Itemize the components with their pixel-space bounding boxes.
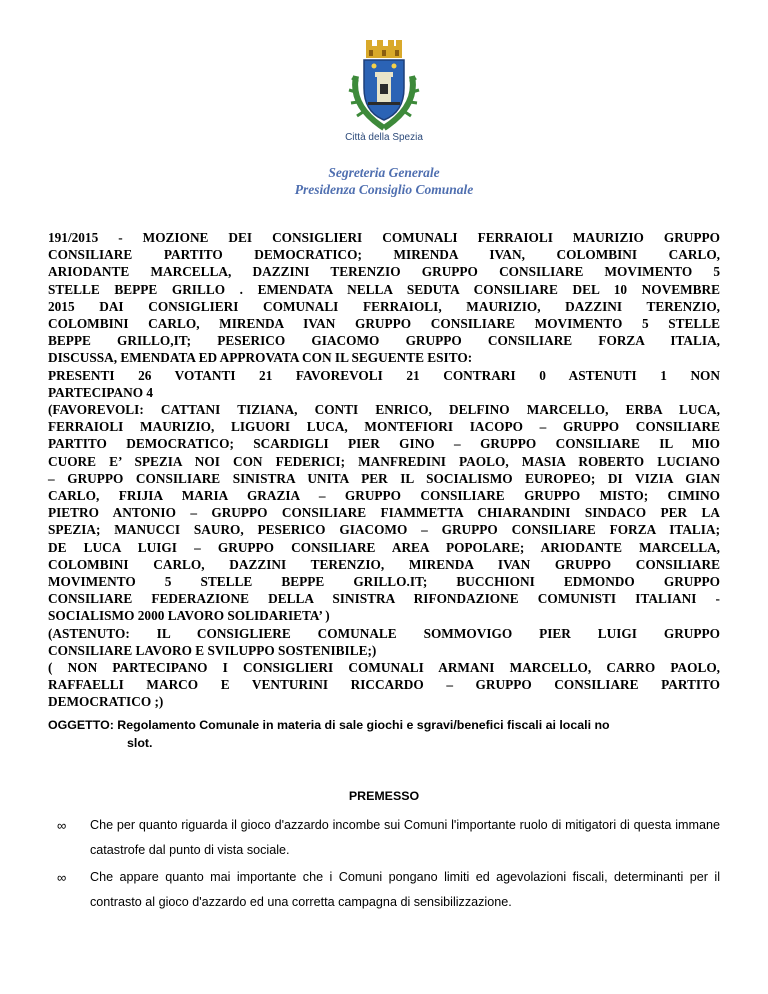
header-line-1: Segreteria Generale xyxy=(328,165,440,180)
motion-line: PIETRO ANTONIO – GRUPPO CONSILIARE FIAMMETTA CHIARANDINI SINDACO PER LA xyxy=(48,505,720,521)
premesso-item xyxy=(48,865,720,915)
motion-text xyxy=(48,229,720,711)
motion-line: SOCIALISMO 2000 LAVORO SOLIDARIETA’ ) xyxy=(48,608,330,624)
motion-line: – GRUPPO CONSILIARE SINISTRA UNITA PER IL SOCIALISMO EUROPEO; DI VIZIA GIAN xyxy=(48,470,720,486)
motion-line: 191/2015 - MOZIONE DEI CONSIGLIERI COMUNALI FERRAIOLI MAURIZIO GRUPPO xyxy=(48,230,720,245)
motion-line: PARTITO DEMOCRATICO; SCARDIGLI PIER GINO – GRUPPO CONSILIARE IL MIO xyxy=(48,436,720,452)
motion-line: (FAVOREVOLI: CATTANI TIZIANA, CONTI ENRICO, DELFINO MARCELLO, ERBA LUCA, xyxy=(48,402,720,418)
premesso-list xyxy=(48,813,720,917)
premesso-item xyxy=(48,813,720,863)
subject xyxy=(48,716,728,752)
motion-line: CONSILIARE PARTITO DEMOCRATICO; MIRENDA IVAN, COLOMBINI CARLO, xyxy=(48,247,720,263)
subject-line-2: slot. xyxy=(127,736,153,750)
motion-line: CONSILIARE FEDERAZIONE DELLA SINISTRA RIFONDAZIONE COMUNISTI ITALIANI - xyxy=(48,591,720,607)
premesso-title: PREMESSO xyxy=(348,789,420,803)
motion-line: CARLO, FRIJIA MARIA GRAZIA – GRUPPO CONSILIARE GRUPPO MISTO; CIMINO xyxy=(48,488,720,504)
motion-line: STELLE BEPPE GRILLO . EMENDATA NELLA SEDUTA CONSILIARE DEL 10 NOVEMBRE xyxy=(48,281,720,297)
motion-line: CUORE E’ SPEZIA NOI CON FEDERICI; MANFREDINI PAOLO, MASIA ROBERTO LUCIANO xyxy=(48,453,720,469)
infinity-bullet-icon: ∞ xyxy=(57,818,67,833)
subject-line-1: OGGETTO: Regolamento Comunale in materia di sale giochi e sgravi/benefici fiscali ai locali no xyxy=(48,718,610,732)
motion-line: FERRAIOLI MAURIZIO, LIGUORI LUCA, MONTEFIORI IACOPO – GRUPPO CONSILIARE xyxy=(48,419,720,435)
infinity-bullet-icon: ∞ xyxy=(57,870,67,885)
motion-line: RAFFAELLI MARCO E VENTURINI RICCARDO – GRUPPO CONSILIARE PARTITO xyxy=(48,677,720,693)
motion-line: COLOMBINI CARLO, MIRENDA IVAN GRUPPO CONSILIARE MOVIMENTO 5 STELLE xyxy=(48,316,720,332)
motion-line: DISCUSSA, EMENDATA ED APPROVATA CON IL SEGUENTE ESITO: xyxy=(48,350,473,366)
motion-line: 2015 DAI CONSIGLIERI COMUNALI FERRAIOLI, MAURIZIO, DAZZINI TERENZIO, xyxy=(48,298,720,314)
motion-line: PRESENTI 26 VOTANTI 21 FAVOREVOLI 21 CONTRARI 0 ASTENUTI 1 NON xyxy=(48,367,720,383)
premesso-item-text: Che appare quanto mai importante che i Comuni pongano limiti ed agevolazioni fiscali, determinanti per il contrasto al gioco d'azzardo ed una corretta campagna di sensibilizzazione. xyxy=(90,870,720,909)
city-coat-of-arms-icon xyxy=(336,36,432,132)
premesso-item-text: Che per quanto riguarda il gioco d'azzardo incombe sui Comuni l'importante ruolo di mitigatori di questa immane catastrofe dal punto di vista sociale. xyxy=(90,818,720,857)
motion-line: ( NON PARTECIPANO I CONSIGLIERI COMUNALI ARMANI MARCELLO, CARRO PAOLO, xyxy=(48,660,720,676)
header-line-2: Presidenza Consiglio Comunale xyxy=(294,182,474,197)
city-coat-of-arms xyxy=(336,36,432,162)
motion-line: BEPPE GRILLO,IT; PESERICO GIACOMO GRUPPO CONSILIARE FORZA ITALIA, xyxy=(48,333,720,349)
motion-line: MOVIMENTO 5 STELLE BEPPE GRILLO.IT; BUCCHIONI EDMONDO GRUPPO xyxy=(48,574,720,590)
motion-line: CONSILIARE LAVORO E SVILUPPO SOSTENIBILE;) xyxy=(48,642,377,658)
motion-line: DE LUCA LUIGI – GRUPPO CONSILIARE AREA POPOLARE; ARIODANTE MARCELLA, xyxy=(48,539,720,555)
motion-line: (ASTENUTO: IL CONSIGLIERE COMUNALE SOMMOVIGO PIER LUIGI GRUPPO xyxy=(48,625,720,641)
motion-line: PARTECIPANO 4 xyxy=(48,384,154,400)
motion-line: DEMOCRATICO ;) xyxy=(48,694,164,710)
motion-line: ARIODANTE MARCELLA, DAZZINI TERENZIO GRUPPO CONSILIARE MOVIMENTO 5 xyxy=(48,264,720,280)
office-header xyxy=(0,164,768,198)
motion-line: COLOMBINI CARLO, DAZZINI TERENZIO, MIRENDA IVAN GRUPPO CONSILIARE xyxy=(48,556,720,572)
city-caption: Città della Spezia xyxy=(345,132,423,143)
motion-line: SPEZIA; MANUCCI SAURO, PESERICO GIACOMO – GRUPPO CONSILIARE FORZA ITALIA; xyxy=(48,522,720,538)
